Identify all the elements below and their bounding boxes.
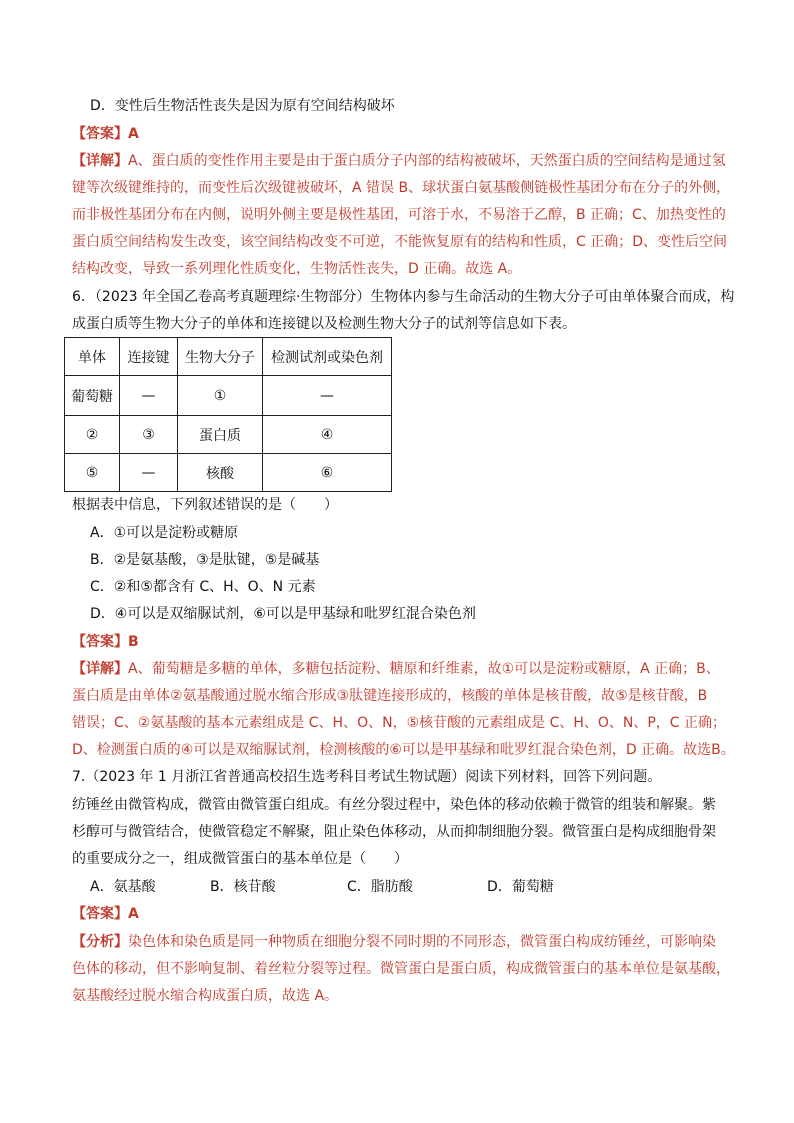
detail-label: 【详解】 bbox=[72, 661, 128, 677]
q6-option-d: D．④可以是双缩脲试剂，⑥可以是甲基绿和吡罗红混合染色剂 bbox=[90, 606, 476, 622]
table-header-cell: 生物大分子 bbox=[178, 338, 263, 376]
q7-option-d: D．葡萄糖 bbox=[487, 879, 554, 895]
q7-option-b: B．核苷酸 bbox=[210, 879, 276, 895]
answer-value: A bbox=[128, 126, 139, 142]
table-header-row bbox=[65, 338, 392, 376]
q7-stem-line-2: 纺锤丝由微管构成，微管由微管蛋白组成。有丝分裂过程中，染色体的移动依赖于微管的组装和解聚。紫 bbox=[72, 797, 716, 813]
q5-detail-line-3: 而非极性基团分布在内侧，说明外侧主要是极性基团，可溶于水，不易溶于乙醇，B 正确；C、加热变性的 bbox=[72, 207, 726, 223]
table-cell: ⑥ bbox=[263, 454, 392, 492]
q6-question: 根据表中信息，下列叙述错误的是（ ） bbox=[72, 497, 338, 513]
table-row bbox=[65, 416, 392, 454]
table-cell: 核酸 bbox=[178, 454, 263, 492]
q7-answer bbox=[72, 904, 139, 924]
q7-options bbox=[90, 877, 554, 897]
q6-table bbox=[64, 337, 392, 492]
table-header-cell: 单体 bbox=[65, 338, 120, 376]
q5-detail-line-2: 键等次级键维持的，而变性后次级键被破坏，A 错误 B、球状蛋白氨基酸侧链极性基团分布在分子的外侧， bbox=[72, 180, 731, 196]
q6-detail-line-4: D、检测蛋白质的④可以是双缩脲试剂，检测核酸的⑥可以是甲基绿和吡罗红混合染色剂，D 正确。故选B。 bbox=[72, 742, 735, 758]
table-row bbox=[65, 376, 392, 416]
table-cell: ⑤ bbox=[65, 454, 120, 492]
q6-answer bbox=[72, 632, 139, 652]
q6-stem-line-1: 6．（2023 年全国乙卷高考真题理综·生物部分）生物体内参与生命活动的生物大分子可由单体聚合而成，构 bbox=[72, 289, 735, 305]
table-cell: — bbox=[263, 376, 392, 416]
table-cell: 蛋白质 bbox=[178, 416, 263, 454]
answer-label: 【答案】 bbox=[72, 126, 128, 142]
table-cell: ③ bbox=[120, 416, 178, 454]
q7-analysis-line-3: 氨基酸经过脱水缩合构成蛋白质，故选 A。 bbox=[72, 988, 339, 1004]
q7-stem-line-1: 7.（2023 年 1 月浙江省普通高校招生选考科目考试生物试题）阅读下列材料，回答下列问题。 bbox=[72, 769, 662, 785]
answer-label: 【答案】 bbox=[72, 906, 128, 922]
q6-option-c: C．②和⑤都含有 C、H、O、N 元素 bbox=[90, 579, 316, 595]
table-header-cell: 检测试剂或染色剂 bbox=[263, 338, 392, 376]
table-cell: 葡萄糖 bbox=[65, 376, 120, 416]
q7-stem-line-4: 的重要成分之一，组成微管蛋白的基本单位是（ ） bbox=[72, 851, 408, 867]
q5-detail-line-4: 蛋白质空间结构发生改变，该空间结构改变不可逆，不能恢复原有的结构和性质，C 正确；D、变性后空间 bbox=[72, 234, 728, 250]
q6-stem-line-2: 成蛋白质等生物大分子的单体和连接键以及检测生物大分子的试剂等信息如下表。 bbox=[72, 316, 576, 332]
detail-label: 【详解】 bbox=[72, 153, 128, 169]
q7-stem-line-3: 杉醇可与微管结合，使微管稳定不解聚，阻止染色体移动，从而抑制细胞分裂。微管蛋白是构成细胞骨架 bbox=[72, 824, 716, 840]
q6-option-a: A．①可以是淀粉或糖原 bbox=[90, 525, 239, 541]
table-cell: ④ bbox=[263, 416, 392, 454]
answer-value: B bbox=[128, 634, 139, 650]
analysis-label: 【分析】 bbox=[72, 934, 128, 950]
q7-analysis-line-2: 色体的移动，但不影响复制、着丝粒分裂等过程。微管蛋白是蛋白质，构成微管蛋白的基本单位是氨基酸， bbox=[72, 961, 730, 977]
q5-detail-line-5: 结构改变，导致一系列理化性质变化，生物活性丧失，D 正确。故选 A。 bbox=[72, 261, 522, 277]
answer-value: A bbox=[128, 906, 139, 922]
answer-label: 【答案】 bbox=[72, 634, 128, 650]
table-row bbox=[65, 454, 392, 492]
q6-detail-line-1: 【详解】A、葡萄糖是多糖的单体，多糖包括淀粉、糖原和纤维素，故①可以是淀粉或糖原，A 正确；B、 bbox=[72, 661, 720, 677]
q6-detail-line-2: 蛋白质是由单体②氨基酸通过脱水缩合形成③肽键连接形成的，核酸的单体是核苷酸，故⑤是核苷酸，B bbox=[72, 688, 708, 704]
q6-detail-line-3: 错误；C、②氨基酸的基本元素组成是 C、H、O、N，⑤核苷酸的元素组成是 C、H、O、N、P，C 正确； bbox=[72, 715, 727, 731]
q7-option-a: A．氨基酸 bbox=[90, 879, 156, 895]
q5-answer bbox=[72, 124, 139, 144]
q6-option-b: B．②是氨基酸，③是肽键，⑤是碱基 bbox=[90, 552, 320, 568]
q7-analysis-line-1: 【分析】染色体和染色质是同一种物质在细胞分裂不同时期的不同形态，微管蛋白构成纺锤丝，可影响染 bbox=[72, 934, 716, 950]
q5-option-d: D．变性后生物活性丧失是因为原有空间结构破坏 bbox=[90, 98, 395, 114]
table-cell: — bbox=[120, 376, 178, 416]
table-cell: ① bbox=[178, 376, 263, 416]
table-cell: — bbox=[120, 454, 178, 492]
table-header-cell: 连接键 bbox=[120, 338, 178, 376]
table-cell: ② bbox=[65, 416, 120, 454]
q5-detail-line-1: 【详解】A、蛋白质的变性作用主要是由于蛋白质分子内部的结构被破坏，天然蛋白质的空间结构是通过氢 bbox=[72, 153, 726, 169]
q7-option-c: C．脂肪酸 bbox=[347, 879, 413, 895]
